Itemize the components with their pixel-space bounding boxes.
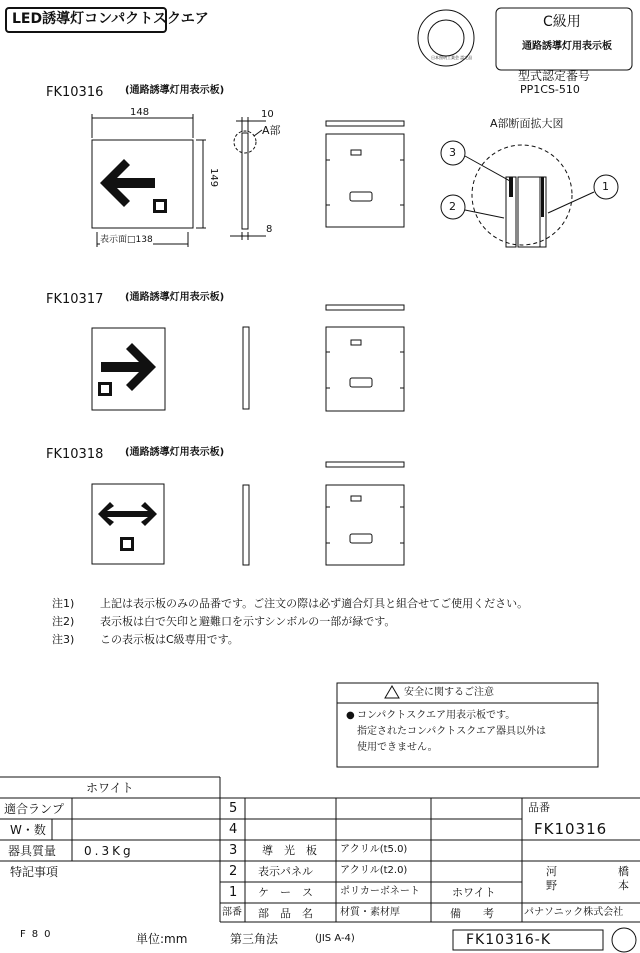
safety-line3: 使用できません。	[357, 742, 438, 753]
footer-name: 部 品 名	[258, 907, 313, 920]
panel3-side	[243, 485, 249, 565]
row3-material: アクリル(t5.0)	[340, 844, 408, 855]
panel2-desc: (通路誘導灯用表示板)	[125, 292, 225, 303]
panel2-code: FK10317	[46, 292, 104, 307]
note3-label: 注3)	[52, 633, 75, 646]
product-label: 品番	[528, 801, 550, 814]
detail-section-circle	[472, 145, 572, 245]
approval-no: PP1CS-510	[520, 83, 580, 96]
note1-label: 注1)	[52, 597, 75, 610]
safety-bullet: ●	[346, 710, 355, 721]
product-no: FK10316	[534, 820, 608, 838]
row-no-1: 1	[229, 885, 238, 900]
note2-text: 表示板は白で矢印と避難口を示すシンボルの一部が緑です。	[100, 615, 396, 628]
row-no-4: 4	[229, 822, 238, 837]
sign-left-top: 河	[546, 865, 557, 878]
note1-text: 上記は表示板のみの品番です。ご注文の際は必ず適合灯具と組合せてご使用ください。	[100, 597, 529, 610]
row2-material: アクリル(t2.0)	[340, 865, 408, 876]
grade-sub: 通路誘導灯用表示板	[522, 41, 612, 52]
row1-material: ポリカーボネート	[340, 886, 420, 897]
dim-display-face: 表示面□138	[100, 235, 153, 245]
sign-right-top: 橋	[618, 865, 629, 878]
panel3-code: FK10318	[46, 447, 104, 462]
double-arrow-symbol	[98, 502, 157, 526]
page-title: LED誘導灯コンパクトスクエア	[12, 11, 209, 27]
panel1-side	[242, 133, 248, 229]
row-no-3: 3	[229, 843, 238, 858]
footer-note: 備 考	[450, 907, 494, 920]
callout-2: 2	[449, 200, 456, 213]
safety-title: 安全に関するご注意	[404, 687, 494, 698]
row-no-5: 5	[229, 801, 238, 816]
panel1-code: FK10316	[46, 85, 104, 100]
sign-right-bottom: 本	[618, 879, 629, 892]
row-no-2: 2	[229, 864, 238, 879]
panel1-back	[326, 134, 404, 227]
panel1-top-strip	[326, 121, 404, 126]
approval-label: 型式認定番号	[518, 69, 591, 83]
panel3-front	[92, 484, 164, 564]
projection-label: 第三角法	[230, 932, 279, 946]
cert-seal-inner	[428, 20, 464, 56]
label-mass: 器具質量	[8, 844, 57, 858]
cert-seal-text: 日本照明工業会 認定品	[431, 55, 473, 60]
row2-name: 表示パネル	[258, 865, 313, 878]
revision-circle	[612, 928, 636, 952]
unit-label: 単位:mm	[136, 932, 188, 946]
dim-thickness: 10	[261, 109, 274, 120]
row1-name: ケ ー ス	[258, 886, 313, 899]
grade-label: C級用	[543, 14, 581, 30]
footer-material: 材質・素材厚	[340, 907, 400, 918]
footer-no: 部番	[222, 907, 242, 918]
detail-circle	[234, 131, 256, 153]
panel3-desc: (通路誘導灯用表示板)	[125, 447, 225, 458]
mass-value: 0.3Kg	[84, 844, 134, 858]
color-header: ホワイト	[86, 781, 134, 795]
section-ref: A部	[262, 124, 281, 137]
detail-title: A部断面拡大図	[490, 117, 564, 130]
panel3-top-strip	[326, 462, 404, 467]
dim-height: 149	[208, 168, 219, 188]
panel2-top-strip	[326, 305, 404, 310]
safety-line2: 指定されたコンパクトスクエア器具以外は	[357, 726, 546, 737]
left-arrow-symbol	[100, 159, 155, 207]
company-name: パナソニック株式会社	[524, 907, 624, 918]
note3-text: この表示板はC級専用です。	[100, 633, 239, 646]
warning-triangle	[385, 686, 399, 698]
label-wattage: W・数	[10, 823, 46, 837]
standard-label: (JIS A-4)	[315, 933, 355, 944]
panel2-back	[326, 327, 404, 411]
dim-width: 148	[130, 107, 150, 118]
callout-1: 1	[602, 180, 609, 193]
label-lamp: 適合ランプ	[4, 802, 65, 816]
panel3-back	[326, 485, 404, 565]
panel1-desc: (通路誘導灯用表示板)	[125, 85, 225, 96]
note2-label: 注2)	[52, 615, 75, 628]
drawing-no: FK10316-K	[466, 932, 552, 948]
row1-note: ホワイト	[452, 886, 496, 899]
sign-left-bottom: 野	[546, 879, 557, 892]
row3-name: 導 光 板	[262, 844, 317, 857]
callout-3: 3	[449, 146, 456, 159]
label-special: 特記事項	[10, 865, 59, 879]
dim-depth: 8	[266, 224, 273, 235]
panel2-side	[243, 327, 249, 409]
footer-code: F80	[20, 929, 57, 940]
safety-line1: コンパクトスクエア用表示板です。	[357, 710, 516, 721]
